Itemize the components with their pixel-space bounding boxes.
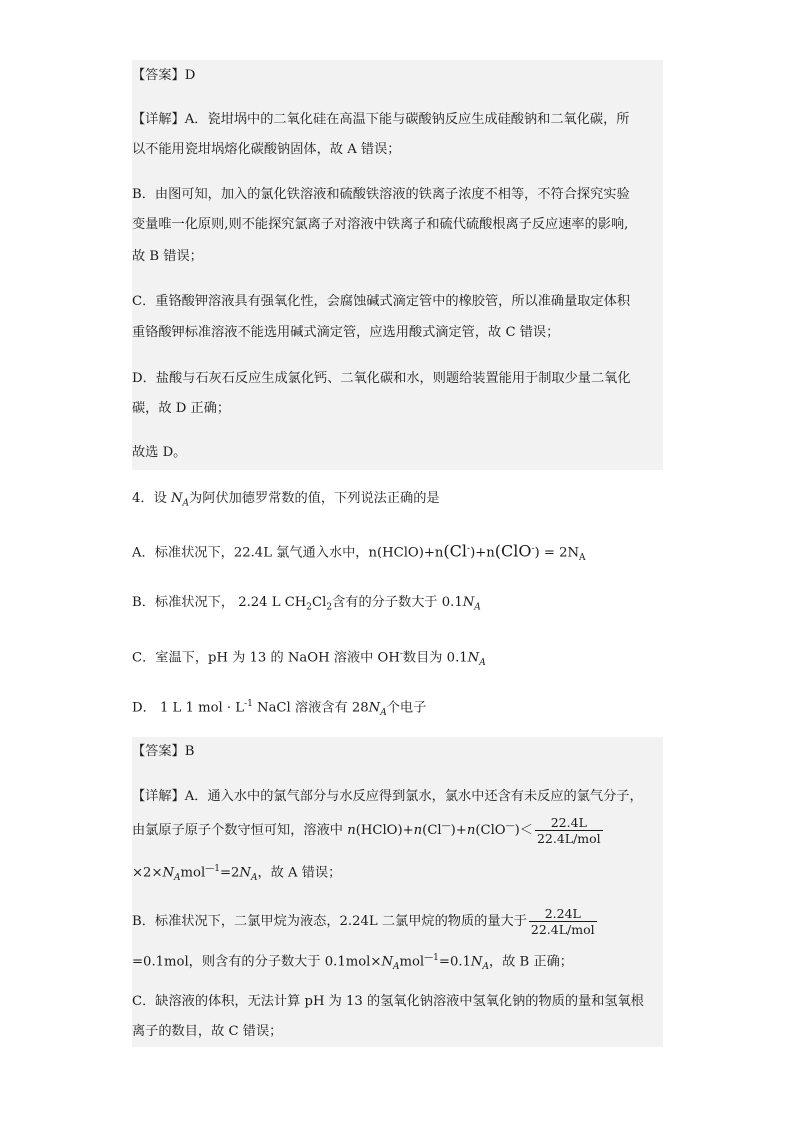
q4-option-b-sub1: 2 xyxy=(306,602,313,613)
q4-option-d-mid: NaCl 溶液含有 28 xyxy=(252,700,369,716)
q4-detail-b2-na-sub: A xyxy=(392,962,400,973)
q4-detail-c-line1: C．缺溶液的体积，无法计算 pH 为 13 的氢氧化钠溶液中氢氧化钠的物质的量和氢氧根 xyxy=(132,994,644,1009)
q3-answer: 【答案】D xyxy=(132,68,196,83)
q3-detail-a-line1: 【详解】A．瓷坩埚中的二氧化硅在高温下能与碳酸钠反应生成硅酸钠和二氧化碳，所 xyxy=(132,112,630,127)
q4-detail-a3-na-sub: A xyxy=(174,873,181,884)
q4-option-a-sub: A xyxy=(579,553,586,564)
q4-option-a-clo: (ClO xyxy=(494,541,532,561)
q4-option-d-post: 个电子 xyxy=(386,700,427,716)
q4-option-c xyxy=(132,645,672,672)
q4-option-b-post: 含有的分子数大于 0.1 xyxy=(332,595,463,610)
q4-option-b xyxy=(132,594,672,617)
q4-detail-b1-text: B．标准状况下，二氯甲烷为液态，2.24L 二氯甲烷的物质的量大于 xyxy=(132,914,527,929)
q4-option-a-clo-charge: - xyxy=(531,544,535,554)
q4-stem-post: 为阿伏加德罗常数的值，下列说法正确的是 xyxy=(189,491,440,506)
q4-detail-a2-t1: (HClO)+ xyxy=(355,823,414,838)
q4-option-c-post: 数目为 0.1 xyxy=(402,650,468,666)
q4-detail-b-line1 xyxy=(132,906,672,937)
q4-detail-a-line3 xyxy=(132,860,672,887)
q3-choose: 故选 D。 xyxy=(132,445,187,460)
q4-option-a-cl-charge: - xyxy=(467,544,471,554)
q4-answer: 【答案】B xyxy=(132,744,195,759)
q4-detail-a-line1: 【详解】A．通入水中的氯气部分与水反应得到氯水，氯水中还含有未反应的氯气分子， xyxy=(132,789,643,804)
q4-detail-b2-na2-sub: A xyxy=(482,962,489,973)
q4-detail-a2-n3: n xyxy=(466,823,476,838)
q4-detail-a2-t4: (ClO xyxy=(475,823,506,838)
q3-detail-a-line2: 以不能用瓷坩埚熔化碳酸钠固体，故 A 错误； xyxy=(132,142,401,157)
q4-detail-a2-n1: n xyxy=(347,823,356,838)
q4-detail-a3-t2: =2 xyxy=(219,865,240,881)
q4-detail-a3-t1: mol xyxy=(180,865,206,881)
q4-detail-a2-fraction xyxy=(535,815,603,846)
q4-detail-a2-text: 由氯原子原子个数守恒可知，溶液中 xyxy=(132,823,348,838)
q4-detail-b2-na: N xyxy=(381,954,393,970)
fraction-numerator: 22.4L xyxy=(535,815,603,831)
q4-option-d-na: N xyxy=(368,700,381,716)
q3-detail-b-line3: 故 B 错误； xyxy=(132,249,203,264)
q4-detail-a3-na: N xyxy=(162,865,175,881)
q3-detail-b-line2: 变量唯一化原则,则不能探究氯离子对溶液中铁离子和硫代硫酸根离子反应速率的影响, xyxy=(132,217,629,232)
q3-detail-d-line1: D．盐酸与石灰石反应生成氯化钙、二氧化碳和水，则题给装置能用于制取少量二氧化 xyxy=(132,371,631,386)
q4-detail-a2-n2: n xyxy=(413,823,423,838)
q4-option-b-na: N xyxy=(462,595,475,610)
q4-detail-a2-sup1: — xyxy=(441,821,451,832)
q4-stem-na: N xyxy=(170,491,183,506)
q4-option-c-text: C．室温下，pH 为 13 的 NaOH 溶液中 OH xyxy=(132,650,400,666)
q4-detail-a3-post: ，故 A 错误； xyxy=(257,865,342,881)
q4-detail-a2-sup2: — xyxy=(505,821,515,832)
q4-detail-b2-t2: =0.1 xyxy=(438,954,471,970)
q4-option-a xyxy=(132,540,672,567)
q4-option-a-mid: )+n xyxy=(470,545,495,561)
q4-option-c-na: N xyxy=(467,650,480,666)
q4-detail-b2-na2: N xyxy=(470,954,483,970)
q4-detail-a2-t2: (Cl xyxy=(422,823,442,838)
q4-option-d xyxy=(132,695,672,722)
q4-detail-b2-t1: mol xyxy=(399,954,425,970)
q4-stem xyxy=(132,490,672,513)
q3-detail-b-line1: B．由图可知，加入的氯化铁溶液和硫酸铁溶液的铁离子浓度不相等，不符合探究实验 xyxy=(132,187,630,202)
q4-detail-c-line2: 离子的数目，故 C 错误； xyxy=(132,1024,283,1039)
q4-option-b-na-sub: A xyxy=(474,602,481,613)
q3-detail-c-line1: C．重铬酸钾溶液具有强氧化性，会腐蚀碱式滴定管中的橡胶管，所以准确量取定体积 xyxy=(132,294,631,309)
q4-detail-a2-t3: )+ xyxy=(450,823,467,838)
q4-detail-a-line2 xyxy=(132,815,672,846)
q4-option-a-text: A．标准状况下，22.4L 氯气通入水中，n(HClO)+n xyxy=(132,545,444,561)
q4-option-d-na-sub: A xyxy=(380,708,387,719)
q4-detail-a2-t5: )＜ xyxy=(514,823,533,838)
fraction-numerator: 2.24L xyxy=(529,906,597,922)
q4-detail-b-line2 xyxy=(132,949,672,976)
q4-option-b-mid: Cl xyxy=(312,595,327,610)
q4-option-d-sup: -1 xyxy=(244,699,253,709)
q4-option-a-post: ) = 2N xyxy=(534,545,580,561)
q3-detail-d-line2: 碳，故 D 正确； xyxy=(132,401,231,416)
q4-detail-b1-fraction xyxy=(529,906,597,937)
q3-detail-c-line2: 重铬酸钾标准溶液不能选用碱式滴定管，应选用酸式滴定管，故 C 错误； xyxy=(132,325,560,340)
q4-detail-b2-pre: =0.1mol，则含有的分子数大于 0.1mol× xyxy=(132,954,382,970)
q4-option-c-na-sub: A xyxy=(479,658,486,669)
q4-stem-na-sub: A xyxy=(182,498,190,509)
q4-detail-a3-sup: —1 xyxy=(205,864,220,874)
q4-detail-a3-na2-sub: A xyxy=(250,873,258,884)
q4-stem-pre: 4．设 xyxy=(132,491,171,506)
q4-option-b-text: B．标准状况下， 2.24 L CH xyxy=(132,595,307,610)
q4-option-b-sub2: 2 xyxy=(326,602,333,613)
q4-detail-a3-pre: ×2× xyxy=(132,865,163,881)
fraction-denominator: 22.4L/mol xyxy=(530,922,595,937)
q4-option-a-cl: (Cl xyxy=(443,541,468,561)
q4-detail-a3-na2: N xyxy=(239,865,251,881)
q4-detail-b2-post: ，故 B 正确； xyxy=(488,954,573,970)
fraction-denominator: 22.4L/mol xyxy=(536,831,601,846)
q4-option-c-sup: - xyxy=(399,649,403,659)
q4-detail-b2-sup: —1 xyxy=(424,953,439,963)
q4-option-d-text: D． 1 L 1 mol · L xyxy=(132,700,245,716)
